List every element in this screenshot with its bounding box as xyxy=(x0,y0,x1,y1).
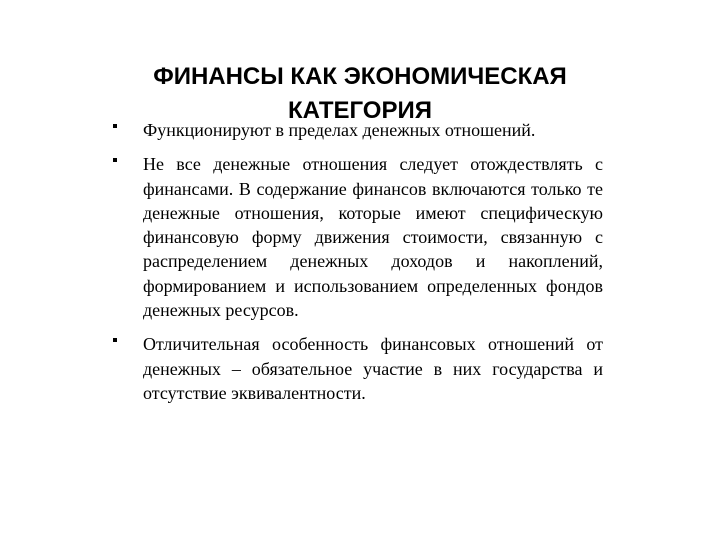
bullet-list xyxy=(113,118,603,415)
slide-title-line-1: ФИНАНСЫ КАК ЭКОНОМИЧЕСКАЯ xyxy=(153,63,567,91)
square-bullet-icon xyxy=(113,338,117,342)
square-bullet-icon xyxy=(113,124,117,128)
slide-title-line-2: КАТЕГОРИЯ xyxy=(288,97,432,125)
bullet-text: Не все денежные отношения следует отождествлять с финансами. В содержание финансов включаются только те денежные отношения, которые имеют специфическую финансовую форму движения стоимости, связанную с распределением денежных доходов и накоплений, формированием и использованием определенных фондов денежных ресурсов. xyxy=(143,154,603,321)
bullet-item xyxy=(113,152,603,322)
bullet-item xyxy=(113,118,603,142)
bullet-text: Функционируют в пределах денежных отношений. xyxy=(143,120,536,140)
bullet-text: Отличительная особенность финансовых отношений от денежных – обязательное участие в них государства и отсутствие эквивалентности. xyxy=(143,334,603,403)
bullet-item xyxy=(113,332,603,405)
square-bullet-icon xyxy=(113,158,117,162)
